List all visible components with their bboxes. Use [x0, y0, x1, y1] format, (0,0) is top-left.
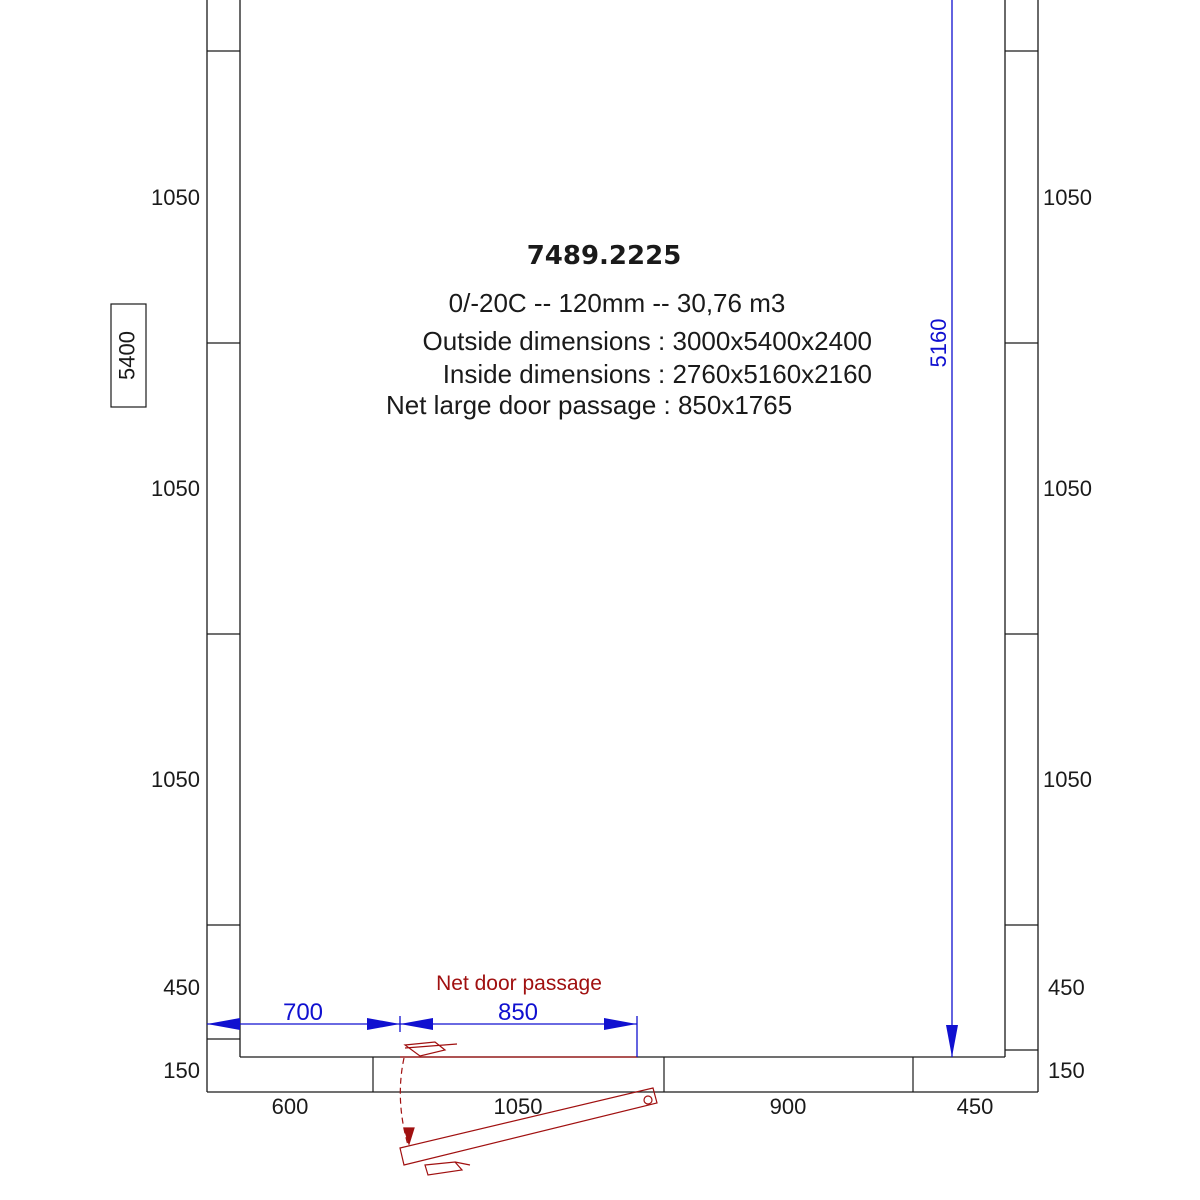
left-panel-label-5: 150: [163, 1058, 200, 1083]
bottom-panel-label-3: 900: [769, 1094, 807, 1119]
inner-wall-outline: [240, 0, 1005, 1057]
bottom-panel-label-1: 600: [271, 1094, 309, 1119]
door-passage-label: Net door passage: [436, 972, 602, 995]
door-width-label: 850: [497, 999, 539, 1026]
door-passage-text: Net large door passage : 850x1765: [386, 390, 793, 420]
inside-length-dimension: [946, 0, 958, 1057]
right-panel-label-1: 1050: [1043, 185, 1092, 210]
right-panel-label-5: 150: [1048, 1058, 1085, 1083]
outside-dimensions-text: Outside dimensions : 3000x5400x2400: [422, 326, 872, 356]
arrow-left-start: [207, 1018, 240, 1030]
right-panel-label-3: 1050: [1043, 767, 1092, 792]
door-hinge-top: [405, 1042, 445, 1056]
door-swing-arrow: [404, 1128, 414, 1144]
bottom-panel-joints: [373, 1057, 913, 1092]
inside-length-label: 5160: [925, 318, 951, 368]
arrow-door-end: [604, 1018, 637, 1030]
arrow-left-end: [367, 1018, 400, 1030]
bottom-panel-label-2: 1050: [493, 1094, 543, 1119]
door-hinge-bottom: [425, 1162, 462, 1175]
arrow-inside-length-end: [946, 1025, 958, 1057]
door-offset-label: 700: [282, 999, 324, 1026]
outer-wall-outline: [207, 0, 1038, 1092]
drawing-code: 7489.2225: [526, 241, 682, 271]
arrow-door-start: [400, 1018, 433, 1030]
left-panel-label-2: 1050: [151, 476, 200, 501]
right-panel-label-4: 450: [1048, 975, 1085, 1000]
right-panel-label-2: 1050: [1043, 476, 1092, 501]
door-handle: [644, 1096, 652, 1104]
left-panel-joints: [207, 51, 240, 1039]
drawing-spec-line: 0/-20C -- 120mm -- 30,76 m3: [448, 288, 786, 318]
bottom-panel-label-4: 450: [956, 1094, 994, 1119]
total-length-label: 5400: [114, 331, 140, 380]
right-panel-joints: [1005, 51, 1038, 1050]
left-panel-label-1: 1050: [151, 185, 200, 210]
left-panel-label-4: 450: [163, 975, 200, 1000]
left-panel-label-3: 1050: [151, 767, 200, 792]
inside-dimensions-text: Inside dimensions : 2760x5160x2160: [442, 359, 872, 389]
